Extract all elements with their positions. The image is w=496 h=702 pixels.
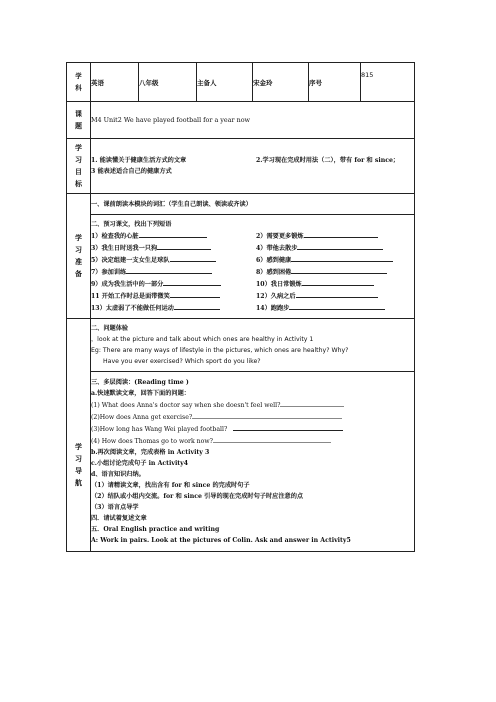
question-3: (3)How long has Wang Wei played football? [91, 426, 228, 433]
guide-row-1 [67, 319, 415, 372]
reading-d2: （2）结队或小组内交流。for 和 since 引导的现在完成时句子时应注意的点 [91, 493, 304, 500]
phrase-row [91, 230, 414, 242]
header-row [67, 63, 415, 102]
experience-title: 二、问题体验 [91, 325, 129, 332]
serial-value: 815 [361, 63, 415, 102]
question-4: (4) How does Thomas go to work now? [91, 438, 213, 445]
phrase-item: 7）参加训练 [91, 269, 127, 276]
reading-cell [91, 372, 415, 552]
phrase-row [91, 242, 414, 254]
phrase-item: 4）带他去散步 [256, 245, 298, 252]
reading-d3: （3）语言点导学 [91, 504, 139, 511]
phrase-row [91, 302, 414, 314]
phrase-item: 14）跑跑步 [256, 305, 290, 312]
phrase-row [91, 254, 414, 266]
goal-1: 1. 能读懂关于健康生活方式的文章 [91, 157, 187, 164]
section-5a: A: Work in pairs. Look at the pictures of Colin. Ask and answer in Activity5 [91, 537, 351, 544]
subject-value: 英语 [91, 63, 139, 102]
phrase-item: 13）太虚弱了不能做任何运动 [91, 305, 174, 312]
phrase-row [91, 278, 414, 290]
section-4: 四．请试着复述文章 [91, 515, 147, 522]
question-1: (1) What does Anna's doctor say when she doesn't feel well? [91, 402, 281, 409]
goals-label: 学 习 目 标 [67, 139, 91, 194]
reading-d1: （1）请精读文章，找出含有 for 和 since 的完成时句子 [91, 482, 250, 489]
preparer-value: 宋金玲 [253, 63, 309, 102]
phrase-item: 12）久病之后 [256, 293, 296, 300]
lesson-plan-table [66, 62, 415, 552]
experience-cell [91, 319, 415, 372]
prep-row-2 [67, 215, 415, 319]
preparer-label: 主备人 [197, 63, 253, 102]
reading-d: d、语言知识归纳。 [91, 471, 145, 478]
phrase-item: 2）需要更多锻炼 [256, 233, 304, 240]
phrase-item: 11 开始工作时总是面带微笑 [91, 293, 170, 300]
phrase-item: 5）决定组建一支女生足球队 [91, 257, 170, 264]
question-2: (2)How does Anna get exercise? [91, 414, 193, 421]
prep-label: 学 习 准 备 [67, 194, 91, 319]
guide-label: 学 习 导 航 [67, 319, 91, 552]
topic-label: 课 题 [67, 102, 91, 139]
grade-value: 八年级 [139, 63, 197, 102]
prep-step-2: 二、预习课文，找出下列短语 [91, 221, 172, 228]
goal-2: 2.学习现在完成时用法（二），带有 for 和 since； [256, 157, 400, 164]
phrase-item: 10）我日常锻炼 [256, 281, 302, 288]
prep-row-1 [67, 194, 415, 215]
goals-row [67, 139, 415, 194]
reading-b: b.再次阅读文章，完成表格 in Activity 3 [91, 449, 210, 456]
phrase-item: 3）我生日时送我一只狗 [91, 245, 158, 252]
guide-row-2 [67, 372, 415, 552]
phrase-row [91, 290, 414, 302]
reading-c: c.小组讨论完成句子 in Activity4 [91, 460, 189, 467]
phrase-item: 9）成为我生活中的一部分 [91, 281, 164, 288]
experience-line-1: ，look at the picture and talk about which ones are healthy in Activity 1 [91, 336, 314, 343]
phrase-item: 8）感到困倦 [256, 269, 292, 276]
phrase-row [91, 266, 414, 278]
goal-3: 3 能表述适合自己的健康方式 [91, 168, 172, 175]
experience-line-3: Have you ever exercised? Which sport do you like? [103, 358, 261, 365]
prep-phrases-cell [91, 215, 415, 319]
reading-a: a.快速默读文章，回答下面的问题： [91, 390, 190, 397]
worksheet [66, 62, 414, 552]
topic-text: M4 Unit2 We have played football for a year now [91, 102, 415, 139]
section-5: 五．Oral English practice and writing [91, 526, 220, 533]
phrase-item: 1）检查我的心脏 [91, 233, 139, 240]
prep-step-1: 一、课前朗读本模块的词汇（学生自己朗读、领读或齐读） [91, 194, 415, 215]
topic-row [67, 102, 415, 139]
serial-label: 序号 [309, 63, 361, 102]
goals-cell [91, 139, 415, 194]
reading-title: 三、多层阅读：(Reading time ) [91, 379, 189, 386]
experience-line-2: Eg: There are many ways of lifestyle in the pictures, which ones are healthy? Why? [91, 347, 349, 354]
subject-label: 学 科 [67, 63, 91, 102]
phrase-item: 6）感到健康 [256, 257, 292, 264]
